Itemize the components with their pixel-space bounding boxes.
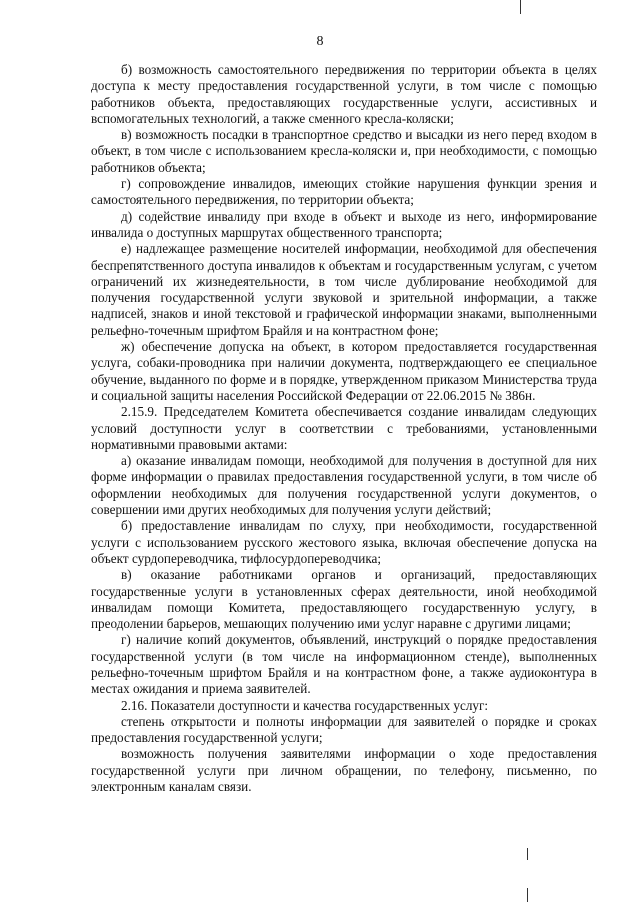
scan-artifact-bottom-2 [527, 888, 528, 902]
paragraph-2-15-9: 2.15.9. Председателем Комитета обеспечивается создание инвалидам следующих условий доступности услуг в соответствии с требованиями, установленными нормативными правовыми актами: [91, 404, 597, 452]
paragraph-openness: степень открытости и полноты информации для заявителей о порядке и сроках предоставления государственной услуги; [91, 713, 597, 746]
paragraph-a-help: а) оказание инвалидам помощи, необходимой для получения в доступной для них форме информации о правилах предоставления государственной услуги, в том числе об оформлении необходимых для получения государственной услуги документов, о совершении ими других необходимых для получения услуги действий; [91, 453, 597, 518]
paragraph-d-assistance: д) содействие инвалиду при входе в объект и выходе из него, информирование инвалида о доступных маршрутах общественного транспорта; [91, 208, 597, 240]
paragraph-g-escort: г) сопровождение инвалидов, имеющих стойкие нарушения функции зрения и самостоятельного передвижения, по территории объекта; [91, 176, 597, 208]
scan-artifact-top [520, 0, 521, 14]
paragraph-2-16-heading: 2.16. Показатели доступности и качества государственных услуг: [121, 697, 489, 713]
page-number: 8 [316, 34, 324, 49]
paragraph-progress-info: возможность получения заявителями информации о ходе предоставления государственной услуги при личном обращении, по телефону, письменно, по электронным каналам связи. [91, 746, 597, 795]
scan-artifact-bottom-1 [527, 848, 528, 860]
paragraph-b-sign-language: б) предоставление инвалидам по слуху, при необходимости, государственной услуги с использованием русского жестового языка, включая обеспечение допуска на объект сурдопереводчика, тифлосурдопереводчика; [91, 518, 597, 566]
paragraph-v-transport: в) возможность посадки в транспортное средство и высадки из него перед входом в объект, в том числе с использованием кресла-коляски и, при необходимости, с помощью работников объекта; [91, 127, 597, 175]
paragraph-e-information: е) надлежащее размещение носителей информации, необходимой для обеспечения беспрепятственного доступа инвалидов к объектам и государственным услугам, с учетом ограничений их жизнедеятельности, в том числе дублирование необходимой для получения государственной услуги звуковой и зрительной информации, а также надписей, знаков и иной текстовой и графической информации знаками, выполненными рельефно-точечным шрифтом Брайля и на контрастном фоне; [91, 241, 597, 338]
paragraph-v-barriers: в) оказание работниками органов и организаций, предоставляющих государственные услуги в установленных сферах деятельности, иной необходимой инвалидам помощи Комитета, предоставляющего государственную услугу, в преодолении барьеров, мешающих получению ими услуг наравне с другими лицами; [91, 567, 597, 632]
paragraph-zh-guide-dog: ж) обеспечение допуска на объект, в котором предоставляется государственная услуга, собаки-проводника при наличии документа, подтверждающего ее специальное обучение, выданного по форме и в порядке, утвержденном приказом Министерства труда и социальной защиты населения Российской Федерации от 22.06.2015 № 386н. [91, 339, 597, 403]
paragraph-g-braille-copies: г) наличие копий документов, объявлений, инструкций о порядке предоставления государственной услуги (в том числе на информационном стенде), выполненных рельефно-точечным шрифтом Брайля и на контрастном фоне, а также аудиоконтура в местах ожидания и приема заявителей. [91, 632, 597, 697]
document-body [91, 62, 597, 795]
paragraph-b-mobility: б) возможность самостоятельного передвижения по территории объекта в целях доступа к месту предоставления государственной услуги, в том числе с помощью работников объекта, предоставляющих государственные услуги, ассистивных и вспомогательных технологий, а также сменного кресла-коляски; [91, 62, 597, 126]
